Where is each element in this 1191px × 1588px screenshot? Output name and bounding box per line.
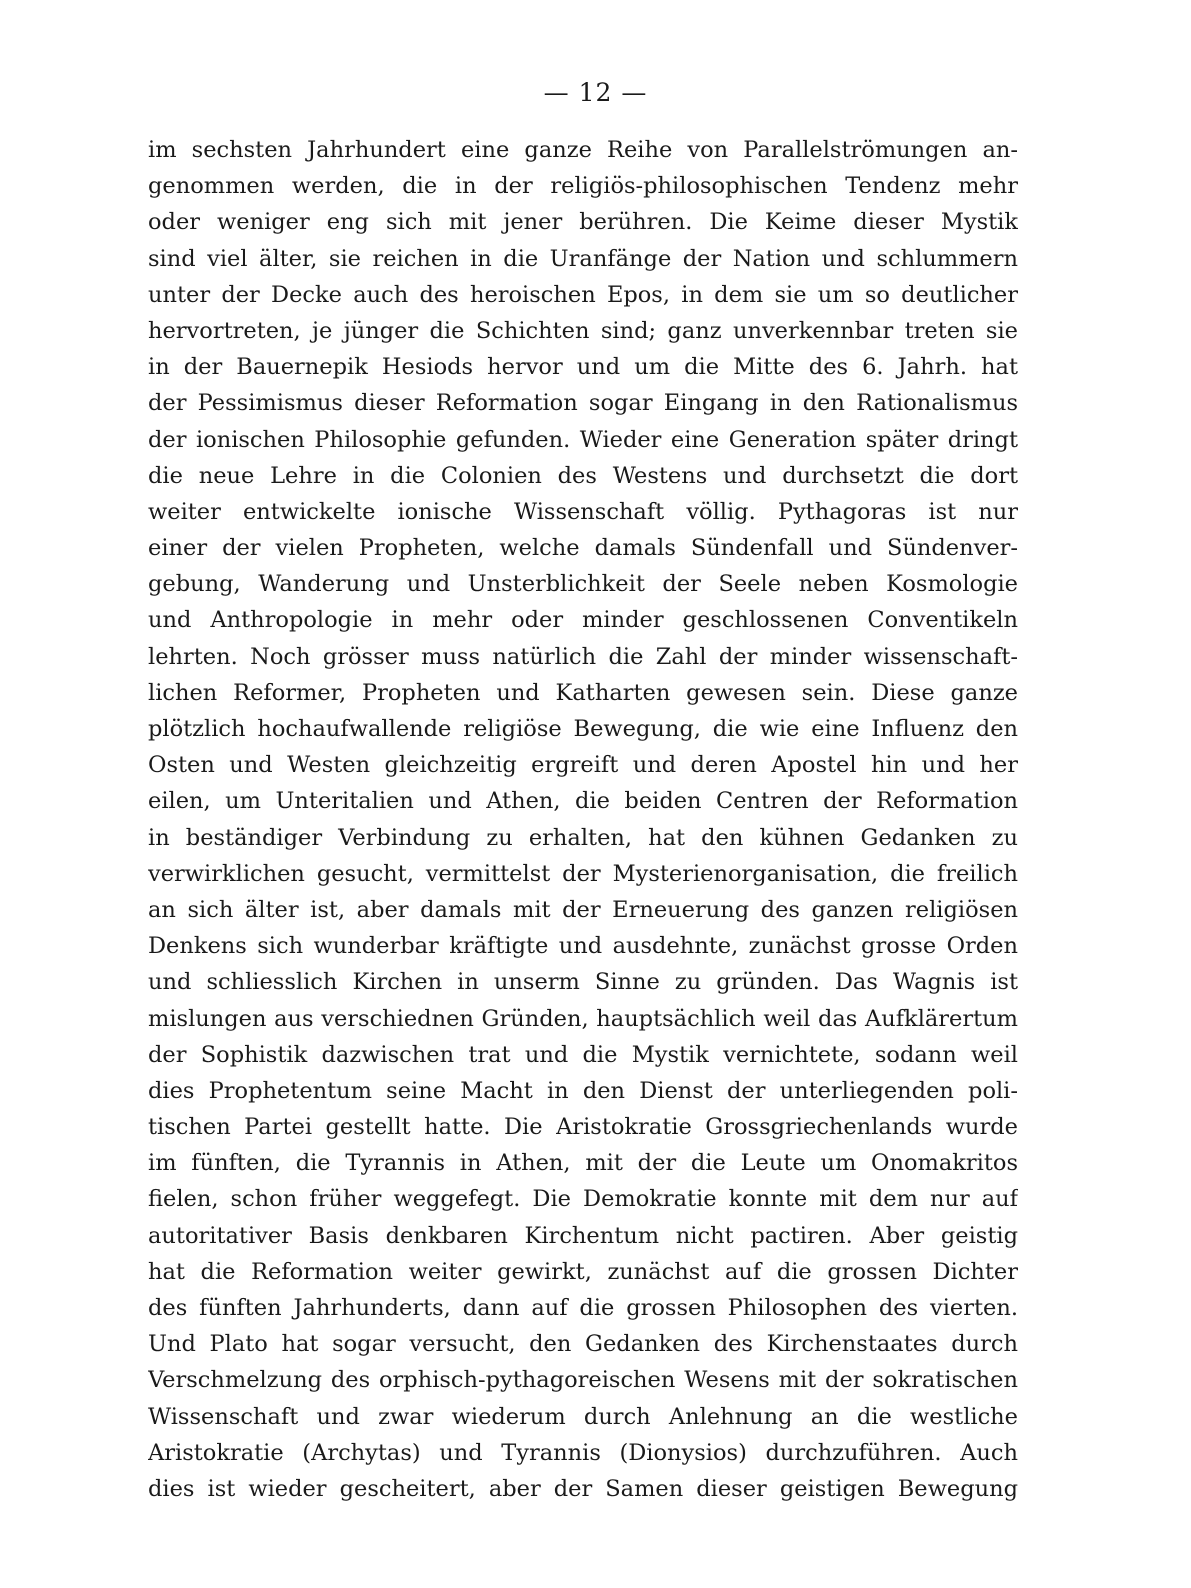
text-line: in der Bauernepik Hesiods hervor und um die Mitte des 6. Jahrh. hat <box>148 354 1018 381</box>
text-line: dies ist wieder gescheitert, aber der Samen dieser geistigen Bewegung <box>148 1475 1018 1502</box>
text-line: mislungen aus verschiednen Gründen, hauptsächlich weil das Aufklärertum <box>148 1005 1018 1032</box>
text-line: Wissenschaft und zwar wiederum durch Anlehnung an die westliche <box>148 1403 1018 1430</box>
text-line: unter der Decke auch des heroischen Epos, in dem sie um so deutlicher <box>148 281 1018 308</box>
text-line: und schliesslich Kirchen in unserm Sinne zu gründen. Das Wagnis ist <box>148 969 1018 996</box>
text-line: einer der vielen Propheten, welche damals Sündenfall und Sündenver- <box>148 535 1018 562</box>
text-line: in beständiger Verbindung zu erhalten, hat den kühnen Gedanken zu <box>148 824 1018 851</box>
text-line: Denkens sich wunderbar kräftigte und ausdehnte, zunächst grosse Orden <box>148 933 1018 960</box>
text-line: an sich älter ist, aber damals mit der Erneuerung des ganzen religiösen <box>148 896 1018 923</box>
text-line: tischen Partei gestellt hatte. Die Aristokratie Grossgriechenlands wurde <box>148 1114 1018 1141</box>
text-line: hat die Reformation weiter gewirkt, zunächst auf die grossen Dichter <box>148 1258 1018 1285</box>
text-line: und Anthropologie in mehr oder minder geschlossenen Conventikeln <box>148 607 1018 634</box>
text-line: dies Prophetentum seine Macht in den Dienst der unterliegenden poli- <box>148 1077 1018 1104</box>
text-line: oder weniger eng sich mit jener berühren. Die Keime dieser Mystik <box>148 209 1018 236</box>
text-line: fielen, schon früher weggefegt. Die Demokratie konnte mit dem nur auf <box>148 1186 1018 1213</box>
text-line: Osten und Westen gleichzeitig ergreift und deren Apostel hin und her <box>148 752 1018 779</box>
text-line: Verschmelzung des orphisch-pythagoreischen Wesens mit der sokratischen <box>148 1367 1018 1394</box>
text-line: der Sophistik dazwischen trat und die Mystik vernichtete, sodann weil <box>148 1041 1018 1068</box>
text-line: die neue Lehre in die Colonien des Westens und durchsetzt die dort <box>148 462 1018 489</box>
text-line: sind viel älter, sie reichen in die Uranfänge der Nation und schlummern <box>148 245 1018 272</box>
text-line: Und Plato hat sogar versucht, den Gedanken des Kirchenstaates durch <box>148 1331 1018 1358</box>
text-line: im sechsten Jahrhundert eine ganze Reihe von Parallelströmungen an- <box>148 137 1018 163</box>
text-line: genommen werden, die in der religiös-philosophischen Tendenz mehr <box>148 173 1018 200</box>
text-line: des fünften Jahrhunderts, dann auf die grossen Philosophen des vierten. <box>148 1295 1018 1321</box>
text-line: Aristokratie (Archytas) und Tyrannis (Dionysios) durchzuführen. Auch <box>148 1439 1018 1466</box>
text-line: verwirklichen gesucht, vermittelst der Mysterienorganisation, die freilich <box>148 860 1018 887</box>
text-line: hervortreten, je jünger die Schichten sind; ganz unverkennbar treten sie <box>148 317 1018 344</box>
text-line: weiter entwickelte ionische Wissenschaft völlig. Pythagoras ist nur <box>148 498 1018 525</box>
body-text <box>148 132 1018 1507</box>
text-line: der Pessimismus dieser Reformation sogar Eingang in den Rationalismus <box>148 390 1018 417</box>
page-number: — 12 — <box>543 78 648 107</box>
text-line: eilen, um Unteritalien und Athen, die beiden Centren der Reformation <box>148 788 1018 815</box>
text-line: plötzlich hochaufwallende religiöse Bewegung, die wie eine Influenz den <box>148 716 1018 742</box>
text-line: lehrten. Noch grösser muss natürlich die Zahl der minder wissenschaft- <box>148 643 1018 670</box>
text-line: der ionischen Philosophie gefunden. Wieder eine Generation später dringt <box>148 426 1018 453</box>
text-line: gebung, Wanderung und Unsterblichkeit der Seele neben Kosmologie <box>148 571 1018 598</box>
text-line: im fünften, die Tyrannis in Athen, mit der die Leute um Onomakritos <box>148 1150 1018 1177</box>
text-line: autoritativer Basis denkbaren Kirchentum nicht pactiren. Aber geistig <box>148 1222 1018 1249</box>
text-line: lichen Reformer, Propheten und Katharten gewesen sein. Diese ganze <box>148 679 1018 706</box>
